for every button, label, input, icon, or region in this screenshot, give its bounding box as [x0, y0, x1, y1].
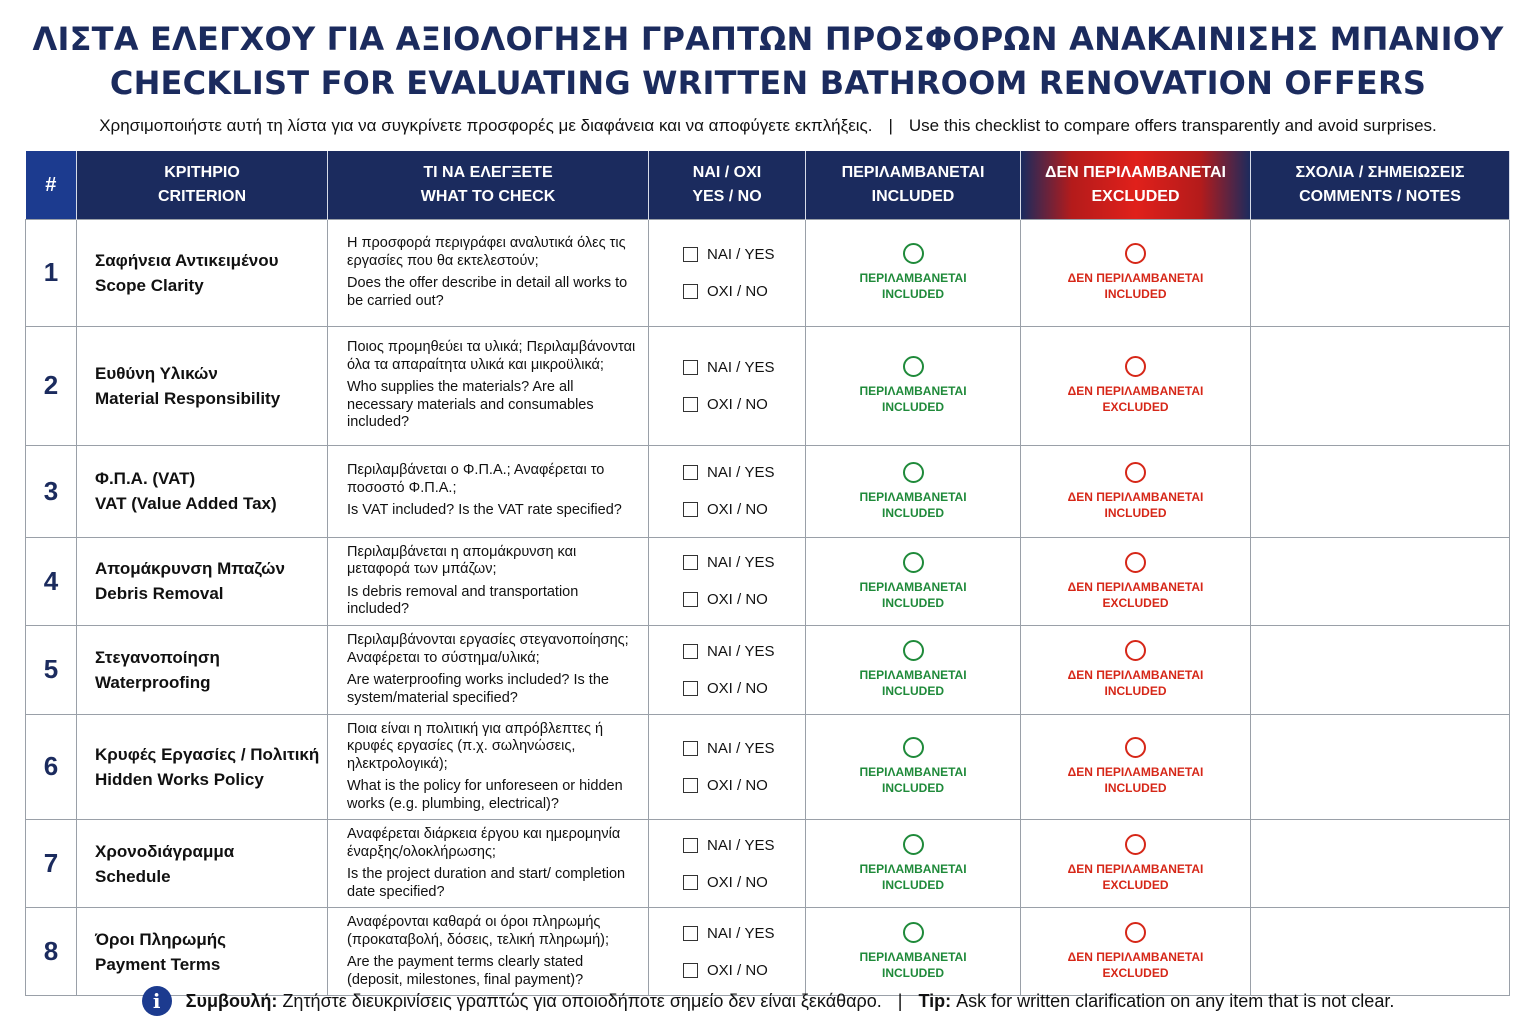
included-label-english: INCLUDED — [882, 505, 944, 520]
no-label: ΟΧΙ / NO — [707, 679, 768, 697]
what-to-check-cell — [328, 326, 649, 445]
header-yn-gr: ΝΑΙ / ΟΧΙ — [692, 163, 762, 181]
yes-no-cell — [649, 625, 806, 714]
criterion-cell — [77, 908, 328, 996]
included-cell[interactable] — [806, 219, 1021, 326]
check-english: Is debris removal and transportation included? — [347, 583, 579, 617]
row-number: 5 — [26, 625, 77, 714]
no-checkbox[interactable] — [683, 875, 698, 890]
header-number: # — [26, 151, 77, 219]
excluded-circle-icon[interactable] — [1125, 356, 1146, 377]
excluded-label-english: INCLUDED — [1104, 505, 1167, 520]
included-cell[interactable] — [806, 537, 1021, 625]
criterion-greek: Κρυφές Εργασίες / Πολιτική — [95, 744, 320, 764]
excluded-label-english: INCLUDED — [1104, 781, 1167, 796]
yes-checkbox[interactable] — [683, 926, 698, 941]
yes-checkbox-row[interactable] — [683, 639, 805, 663]
table-header-row — [26, 151, 1510, 219]
subtitle-greek: Χρησιμοποιήστε αυτή τη λίστα για να συγκρίνετε προσφορές με διαφάνεια και να αποφύγετε εκπλήξεις. — [99, 116, 873, 135]
table-body — [26, 219, 1510, 996]
no-checkbox-row[interactable] — [683, 773, 805, 797]
notes-cell[interactable] — [1251, 714, 1510, 820]
yes-label: ΝΑΙ / YES — [707, 245, 775, 263]
no-label: ΟΧΙ / NO — [707, 282, 768, 300]
excluded-label-greek: ΔΕΝ ΠΕΡΙΛΑΜΒΑΝΕΤΑΙ — [1067, 271, 1204, 285]
header-yes-no — [649, 151, 806, 219]
yes-checkbox[interactable] — [683, 644, 698, 659]
included-label-greek: ΠΕΡΙΛΑΜΒΑΝΕΤΑΙ — [859, 950, 967, 964]
no-checkbox[interactable] — [683, 592, 698, 607]
header-check-en: WHAT TO CHECK — [420, 187, 556, 205]
what-to-check-cell — [328, 714, 649, 820]
included-cell[interactable] — [806, 714, 1021, 820]
criterion-cell — [77, 445, 328, 537]
header-notes-en: COMMENTS / NOTES — [1299, 187, 1461, 205]
yes-no-cell — [649, 820, 806, 908]
what-to-check-cell — [328, 219, 649, 326]
table-row — [26, 908, 1510, 996]
check-english: Are the payment terms clearly stated (deposit, milestones, final payment)? — [347, 954, 584, 988]
no-label: ΟΧΙ / NO — [707, 961, 768, 979]
info-icon: i — [142, 986, 172, 1016]
what-to-check-cell — [328, 445, 649, 537]
included-cell[interactable] — [806, 445, 1021, 537]
what-to-check-cell — [328, 537, 649, 625]
no-checkbox[interactable] — [683, 963, 698, 978]
notes-cell[interactable] — [1251, 219, 1510, 326]
yes-checkbox[interactable] — [683, 741, 698, 756]
included-cell[interactable] — [806, 908, 1021, 996]
included-cell[interactable] — [806, 625, 1021, 714]
excluded-label-english: INCLUDED — [1104, 684, 1167, 698]
header-notes-gr: ΣΧΟΛΙΑ / ΣΗΜΕΙΩΣΕΙΣ — [1295, 163, 1465, 181]
table-row — [26, 714, 1510, 820]
excluded-label-greek: ΔΕΝ ΠΕΡΙΛΑΜΒΑΝΕΤΑΙ — [1067, 950, 1204, 964]
included-label-greek: ΠΕΡΙΛΑΜΒΑΝΕΤΑΙ — [859, 668, 967, 682]
header-what-to-check — [328, 151, 649, 219]
yes-no-cell — [649, 714, 806, 820]
included-label-greek: ΠΕΡΙΛΑΜΒΑΝΕΤΑΙ — [859, 862, 967, 876]
check-english: Is VAT included? Is the VAT rate specified? — [347, 502, 622, 519]
criterion-cell — [77, 820, 328, 908]
included-circle-icon[interactable] — [903, 640, 924, 661]
tip-label-english: Tip: — [918, 990, 952, 1011]
yes-label: ΝΑΙ / YES — [707, 836, 775, 854]
yes-no-cell — [649, 908, 806, 996]
criterion-greek: Όροι Πληρωμής — [95, 929, 226, 949]
criterion-english: Debris Removal — [95, 584, 224, 603]
notes-cell[interactable] — [1251, 326, 1510, 445]
check-english: Does the offer describe in detail all works to be carried out? — [347, 275, 628, 309]
check-greek: Η προσφορά περιγράφει αναλυτικά όλες τις εργασίες που θα εκτελεστούν; — [347, 235, 626, 269]
tip-text-greek: Ζητήστε διευκρινίσεις γραπτώς για οποιοδήποτε σημείο δεν είναι ξεκάθαρο. — [282, 990, 882, 1011]
included-circle-icon[interactable] — [903, 356, 924, 377]
no-checkbox-row[interactable] — [683, 498, 805, 522]
check-english: What is the policy for unforeseen or hidden works (e.g. plumbing, electrical)? — [347, 778, 623, 812]
header-criterion — [77, 151, 328, 219]
row-number: 8 — [26, 908, 77, 996]
criterion-english: Material Responsibility — [95, 388, 281, 408]
header-criterion-en: CRITERION — [158, 187, 246, 205]
included-circle-icon[interactable] — [903, 462, 924, 483]
no-label: ΟΧΙ / NO — [707, 501, 768, 518]
criterion-english: Schedule — [95, 866, 171, 886]
included-label-english: INCLUDED — [882, 595, 944, 610]
excluded-cell[interactable] — [1021, 326, 1251, 445]
included-circle-icon[interactable] — [903, 552, 924, 573]
included-label-greek: ΠΕΡΙΛΑΜΒΑΝΕΤΑΙ — [859, 765, 967, 780]
criterion-english: Scope Clarity — [95, 275, 204, 295]
criterion-greek: Απομάκρυνση Μπαζών — [95, 559, 285, 578]
criterion-english: VAT (Value Added Tax) — [95, 494, 277, 513]
no-label: ΟΧΙ / NO — [707, 776, 768, 794]
criterion-greek: Χρονοδιάγραμμα — [95, 841, 235, 861]
yes-no-cell — [649, 326, 806, 445]
included-label-english: INCLUDED — [882, 781, 944, 796]
header-included — [806, 151, 1021, 219]
excluded-label-greek: ΔΕΝ ΠΕΡΙΛΑΜΒΑΝΕΤΑΙ — [1067, 668, 1204, 682]
no-checkbox[interactable] — [683, 778, 698, 793]
yes-checkbox-row[interactable] — [683, 736, 805, 760]
excluded-label-greek: ΔΕΝ ΠΕΡΙΛΑΜΒΑΝΕΤΑΙ — [1067, 489, 1204, 504]
yes-no-cell — [649, 537, 806, 625]
excluded-label-english: EXCLUDED — [1102, 400, 1169, 414]
included-label-greek: ΠΕΡΙΛΑΜΒΑΝΕΤΑΙ — [859, 489, 967, 504]
excluded-circle-icon[interactable] — [1125, 243, 1146, 264]
criterion-english: Waterproofing — [95, 672, 211, 692]
header-excluded — [1021, 151, 1251, 219]
excluded-label-greek: ΔΕΝ ΠΕΡΙΛΑΜΒΑΝΕΤΑΙ — [1067, 384, 1204, 398]
criterion-greek: Στεγανοποίηση — [95, 647, 220, 667]
yes-checkbox-row[interactable] — [683, 461, 805, 485]
excluded-cell[interactable] — [1021, 908, 1251, 996]
included-label-greek: ΠΕΡΙΛΑΜΒΑΝΕΤΑΙ — [859, 271, 967, 285]
row-number: 2 — [26, 326, 77, 445]
yes-checkbox-row[interactable] — [683, 551, 805, 575]
included-circle-icon[interactable] — [903, 922, 924, 943]
yes-checkbox-row[interactable] — [683, 833, 805, 857]
excluded-circle-icon[interactable] — [1125, 640, 1146, 661]
yes-label: ΝΑΙ / YES — [707, 642, 775, 660]
no-label: ΟΧΙ / NO — [707, 395, 768, 413]
excluded-cell[interactable] — [1021, 219, 1251, 326]
no-checkbox-row[interactable] — [683, 392, 805, 416]
header-notes — [1251, 151, 1510, 219]
no-checkbox[interactable] — [683, 681, 698, 696]
table-row — [26, 537, 1510, 625]
excluded-label-english: EXCLUDED — [1102, 878, 1169, 892]
check-greek: Περιλαμβάνονται εργασίες στεγανοποίησης; Αναφέρεται το σύστημα/υλικά; — [347, 632, 629, 666]
header-inc-en: INCLUDED — [871, 187, 955, 205]
notes-cell[interactable] — [1251, 908, 1510, 996]
check-english: Who supplies the materials? Are all necessary materials and consumables included? — [347, 379, 594, 431]
no-checkbox-row[interactable] — [683, 958, 805, 982]
notes-cell[interactable] — [1251, 820, 1510, 908]
included-cell[interactable] — [806, 820, 1021, 908]
included-label-english: INCLUDED — [882, 287, 944, 301]
subtitle-english: Use this checklist to compare offers transparently and avoid surprises. — [908, 116, 1437, 135]
title-english: CHECKLIST FOR EVALUATING WRITTEN BATHROOM RENOVATION OFFERS — [109, 64, 1427, 102]
excluded-label-english: INCLUDED — [1104, 287, 1167, 301]
yes-checkbox-row[interactable] — [683, 355, 805, 379]
included-label-english: INCLUDED — [882, 684, 944, 698]
excluded-circle-icon[interactable] — [1125, 462, 1146, 483]
subtitle — [0, 116, 1536, 136]
included-circle-icon[interactable] — [903, 737, 924, 758]
no-checkbox-row[interactable] — [683, 279, 805, 303]
yes-checkbox[interactable] — [683, 360, 698, 375]
excluded-circle-icon[interactable] — [1125, 922, 1146, 943]
included-label-greek: ΠΕΡΙΛΑΜΒΑΝΕΤΑΙ — [859, 579, 967, 594]
tip-label-greek: Συμβουλή: — [185, 990, 278, 1011]
included-circle-icon[interactable] — [903, 834, 924, 855]
yes-label: ΝΑΙ / YES — [707, 358, 775, 376]
criterion-greek: Ευθύνη Υλικών — [95, 363, 218, 383]
yes-checkbox-row[interactable] — [683, 921, 805, 945]
no-checkbox-row[interactable] — [683, 676, 805, 700]
excluded-circle-icon[interactable] — [1125, 737, 1146, 758]
table-row — [26, 219, 1510, 326]
yes-checkbox[interactable] — [683, 465, 698, 480]
yes-checkbox-row[interactable] — [683, 242, 805, 266]
included-label-english: INCLUDED — [882, 400, 944, 414]
excluded-label-greek: ΔΕΝ ΠΕΡΙΛΑΜΒΑΝΕΤΑΙ — [1067, 579, 1204, 594]
criterion-cell — [77, 625, 328, 714]
yes-label: ΝΑΙ / YES — [707, 739, 775, 757]
what-to-check-cell — [328, 625, 649, 714]
header-yn-en: YES / NO — [692, 187, 762, 205]
header-exc-en: EXCLUDED — [1091, 187, 1180, 205]
row-number: 3 — [26, 445, 77, 537]
no-checkbox-row[interactable] — [683, 870, 805, 894]
yes-checkbox[interactable] — [683, 555, 698, 570]
yes-label: ΝΑΙ / YES — [707, 554, 775, 571]
table-row — [26, 625, 1510, 714]
header-check-gr: ΤΙ ΝΑ ΕΛΕΓΞΕΤΕ — [423, 163, 553, 181]
row-number: 6 — [26, 714, 77, 820]
yes-checkbox[interactable] — [683, 247, 698, 262]
yes-label: ΝΑΙ / YES — [707, 924, 775, 942]
no-checkbox[interactable] — [683, 284, 698, 299]
subtitle-separator: | — [888, 116, 893, 135]
no-checkbox-row[interactable] — [683, 588, 805, 612]
no-checkbox[interactable] — [683, 397, 698, 412]
yes-no-cell — [649, 445, 806, 537]
notes-cell[interactable] — [1251, 625, 1510, 714]
row-number: 7 — [26, 820, 77, 908]
criterion-cell — [77, 537, 328, 625]
excluded-cell[interactable] — [1021, 445, 1251, 537]
no-label: ΟΧΙ / NO — [707, 591, 768, 608]
no-checkbox[interactable] — [683, 502, 698, 517]
criterion-cell — [77, 326, 328, 445]
check-greek: Αναφέρονται καθαρά οι όροι πληρωμής (προκαταβολή, δόσεις, τελική πληρωμή); — [347, 914, 609, 948]
criterion-english: Payment Terms — [95, 954, 221, 974]
excluded-label-greek: ΔΕΝ ΠΕΡΙΛΑΜΒΑΝΕΤΑΙ — [1067, 765, 1204, 780]
included-cell[interactable] — [806, 326, 1021, 445]
row-number: 1 — [26, 219, 77, 326]
check-english: Is the project duration and start/ completion date specified? — [347, 866, 626, 900]
criterion-cell — [77, 219, 328, 326]
excluded-label-english: EXCLUDED — [1102, 595, 1169, 610]
excluded-circle-icon[interactable] — [1125, 552, 1146, 573]
criterion-english: Hidden Works Policy — [95, 769, 264, 789]
check-greek: Ποια είναι η πολιτική για απρόβλεπτες ή κρυφές εργασίες (π.χ. σωληνώσεις, ηλεκτρολογικά); — [347, 720, 604, 772]
what-to-check-cell — [328, 820, 649, 908]
included-label-english: INCLUDED — [882, 966, 944, 980]
excluded-circle-icon[interactable] — [1125, 834, 1146, 855]
criterion-cell — [77, 714, 328, 820]
table-row — [26, 820, 1510, 908]
tip-separator: | — [897, 990, 903, 1011]
check-english: Are waterproofing works included? Is the system/material specified? — [347, 672, 609, 706]
tip-text-english: Ask for written clarification on any item that is not clear. — [956, 990, 1395, 1011]
check-greek: Αναφέρεται διάρκεια έργου και ημερομηνία έναρξης/ολοκλήρωσης; — [347, 826, 621, 860]
header-criterion-gr: ΚΡΙΤΗΡΙΟ — [164, 163, 240, 181]
check-greek: Ποιος προμηθεύει τα υλικά; Περιλαμβάνονται όλα τα απαραίτητα υλικά και μικροϋλικά; — [347, 339, 636, 373]
included-label-greek: ΠΕΡΙΛΑΜΒΑΝΕΤΑΙ — [859, 384, 967, 398]
excluded-cell[interactable] — [1021, 537, 1251, 625]
header-exc-gr: ΔΕΝ ΠΕΡΙΛΑΜΒΑΝΕΤΑΙ — [1045, 163, 1226, 181]
excluded-cell[interactable] — [1021, 714, 1251, 820]
included-label-english: INCLUDED — [882, 878, 944, 892]
yes-no-cell — [649, 219, 806, 326]
check-greek: Περιλαμβάνεται η απομάκρυνση και μεταφορά των μπάζων; — [347, 543, 577, 577]
row-number: 4 — [26, 537, 77, 625]
header-inc-gr: ΠΕΡΙΛΑΜΒΑΝΕΤΑΙ — [841, 163, 985, 181]
yes-checkbox[interactable] — [683, 838, 698, 853]
notes-cell[interactable] — [1251, 537, 1510, 625]
title-greek: ΛΙΣΤΑ ΕΛΕΓΧΟΥ ΓΙΑ ΑΞΙΟΛΟΓΗΣΗ ΓΡΑΠΤΩΝ ΠΡΟΣΦΟΡΩΝ ΑΝΑΚΑΙΝΙΣΗΣ ΜΠΑΝΙΟΥ — [32, 20, 1504, 58]
tip-bar — [0, 986, 1536, 1016]
excluded-cell[interactable] — [1021, 820, 1251, 908]
no-label: ΟΧΙ / NO — [707, 873, 768, 891]
criterion-greek: Φ.Π.Α. (VAT) — [95, 469, 196, 488]
excluded-label-greek: ΔΕΝ ΠΕΡΙΛΑΜΒΑΝΕΤΑΙ — [1067, 862, 1204, 876]
excluded-label-english: EXCLUDED — [1102, 966, 1169, 980]
notes-cell[interactable] — [1251, 445, 1510, 537]
criterion-greek: Σαφήνεια Αντικειμένου — [95, 250, 279, 270]
table-row — [26, 326, 1510, 445]
check-greek: Περιλαμβάνεται ο Φ.Π.Α.; Αναφέρεται το ποσοστό Φ.Π.Α.; — [347, 462, 605, 496]
checklist-table — [25, 151, 1510, 996]
excluded-cell[interactable] — [1021, 625, 1251, 714]
included-circle-icon[interactable] — [903, 243, 924, 264]
table-row — [26, 445, 1510, 537]
yes-label: ΝΑΙ / YES — [707, 464, 775, 481]
what-to-check-cell — [328, 908, 649, 996]
